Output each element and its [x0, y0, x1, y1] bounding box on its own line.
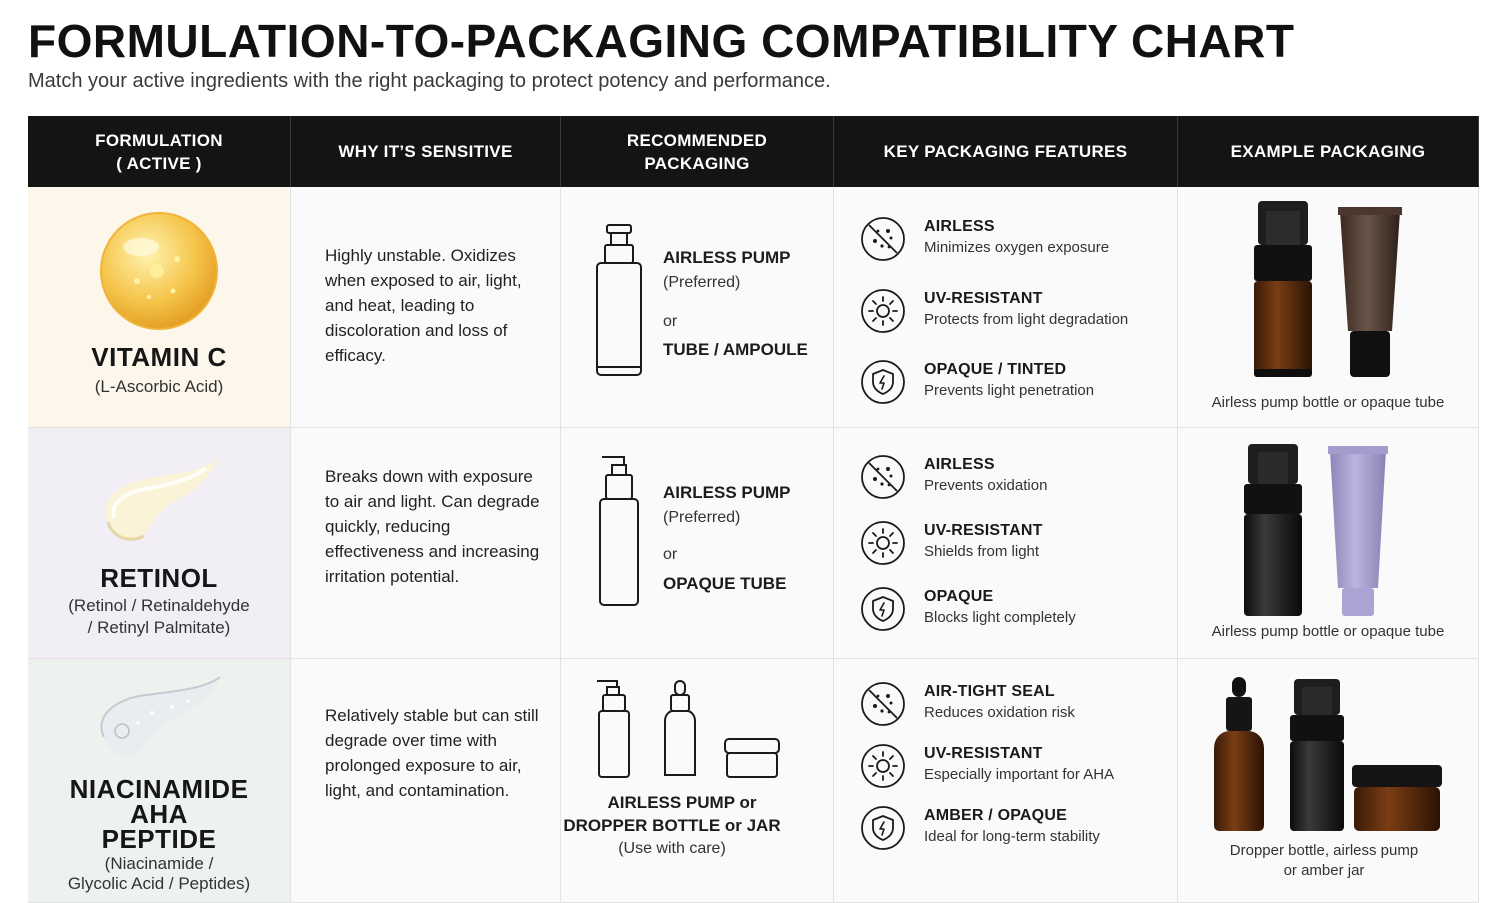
feature-item	[860, 586, 1076, 632]
example-caption: Airless pump bottle or opaque tube	[1211, 394, 1445, 411]
header-example: EXAMPLE PACKAGING	[1178, 116, 1479, 187]
sun-icon	[860, 288, 906, 334]
formulation-sub-line2: / Retinyl Palmitate)	[87, 618, 231, 637]
compatibility-table	[28, 116, 1479, 903]
formulation-name-line2: AHA	[130, 799, 188, 829]
feature-title: AIRLESS	[924, 218, 995, 235]
pump-bottle-outline-icon	[596, 453, 642, 609]
example-retinol	[1178, 428, 1479, 659]
formulation-sub: (L-Ascorbic Acid)	[94, 377, 224, 396]
airless-pump-outline-icon	[593, 223, 645, 379]
serum-drop-image	[97, 209, 221, 333]
pack-line1: AIRLESS PUMP or	[607, 793, 757, 812]
header-recommended-line1: RECOMMENDED	[626, 130, 768, 150]
feature-item	[860, 805, 1100, 851]
example-packaging-image	[1178, 675, 1479, 835]
features-niacinamide	[834, 659, 1178, 903]
feature-item	[860, 288, 1128, 334]
example-caption-line2: or amber jar	[1283, 862, 1365, 879]
feature-desc: Blocks light completely	[924, 609, 1076, 626]
pack-primary: AIRLESS PUMP	[663, 248, 791, 267]
pack-alt: OPAQUE TUBE	[663, 574, 787, 593]
pump-dropper-jar-outline-icons	[595, 677, 795, 781]
features-vitamin-c	[834, 187, 1178, 428]
feature-title: UV-RESISTANT	[924, 522, 1043, 539]
shield-icon	[860, 586, 906, 632]
pack-or: or	[663, 546, 678, 563]
page-title: FORMULATION-TO-PACKAGING COMPATIBILITY CHART	[28, 15, 1295, 67]
formulation-sub-line2: Glycolic Acid / Peptides)	[67, 874, 251, 893]
shield-icon	[860, 359, 906, 405]
why-sensitive-vitamin-c	[291, 187, 561, 428]
why-text: Relatively stable but can still degrade over time with prolonged exposure to air, light, and contamination.	[325, 706, 539, 800]
feature-title: UV-RESISTANT	[924, 290, 1043, 307]
feature-title: AIR-TIGHT SEAL	[924, 683, 1055, 700]
feature-desc: Especially important for AHA	[924, 766, 1115, 783]
header-recommended-line2: PACKAGING	[644, 153, 750, 173]
feature-item	[860, 216, 1109, 262]
feature-item	[860, 359, 1094, 405]
why-sensitive-retinol	[291, 428, 561, 659]
pack-note: (Use with care)	[618, 840, 726, 857]
header-features: KEY PACKAGING FEATURES	[834, 116, 1178, 187]
feature-item	[860, 743, 1114, 789]
page-subtitle: Match your active ingredients with the right packaging to protect potency and performance.	[28, 70, 831, 92]
feature-item	[860, 520, 1043, 566]
example-caption: Airless pump bottle or opaque tube	[1211, 623, 1445, 640]
recommended-vitamin-c	[561, 187, 834, 428]
formulation-retinol	[28, 428, 291, 659]
shield-icon	[860, 805, 906, 851]
header-recommended	[561, 116, 834, 187]
pack-preferred: (Preferred)	[663, 509, 741, 526]
feature-title: AIRLESS	[924, 456, 995, 473]
feature-title: UV-RESISTANT	[924, 745, 1043, 762]
recommended-retinol	[561, 428, 834, 659]
cream-swatch-image	[94, 452, 224, 548]
why-sensitive-niacinamide	[291, 659, 561, 903]
feature-desc: Prevents light penetration	[924, 382, 1095, 399]
formulation-sub-line1: (Retinol / Retinaldehyde	[68, 596, 250, 615]
feature-desc: Shields from light	[924, 543, 1040, 560]
example-packaging-image	[1178, 442, 1479, 622]
pack-alt: TUBE / AMPOULE	[663, 340, 808, 359]
example-vitamin-c	[1178, 187, 1479, 428]
no-air-icon	[860, 681, 906, 727]
feature-title: OPAQUE / TINTED	[924, 361, 1067, 378]
pack-line2: DROPPER BOTTLE or JAR	[563, 816, 781, 835]
feature-title: OPAQUE	[924, 588, 994, 605]
example-niacinamide	[1178, 659, 1479, 903]
no-air-icon	[860, 216, 906, 262]
feature-desc: Prevents oxidation	[924, 477, 1048, 494]
formulation-name-line3: PEPTIDE	[101, 824, 217, 854]
feature-item	[860, 681, 1075, 727]
header-formulation	[28, 116, 291, 187]
why-text: Highly unstable. Oxidizes when exposed to air, light, and heat, leading to discoloration and loss of efficacy.	[325, 246, 522, 365]
feature-desc: Ideal for long-term stability	[924, 828, 1100, 845]
feature-desc: Protects from light degradation	[924, 311, 1129, 328]
formulation-name: RETINOL	[100, 563, 218, 593]
sun-icon	[860, 520, 906, 566]
pack-or: or	[663, 313, 678, 330]
sun-icon	[860, 743, 906, 789]
gel-swatch-image	[92, 673, 226, 763]
header-formulation-line2: ( ACTIVE )	[116, 153, 202, 173]
feature-item	[860, 454, 1047, 500]
formulation-name: VITAMIN C	[91, 342, 227, 372]
example-caption-line1: Dropper bottle, airless pump	[1229, 842, 1419, 859]
header-why: WHY IT’S SENSITIVE	[291, 116, 561, 187]
pack-primary: AIRLESS PUMP	[663, 483, 791, 502]
formulation-niacinamide	[28, 659, 291, 903]
no-air-icon	[860, 454, 906, 500]
feature-title: AMBER / OPAQUE	[924, 807, 1067, 824]
formulation-vitamin-c	[28, 187, 291, 428]
example-packaging-image	[1178, 197, 1479, 387]
why-text: Breaks down with exposure to air and light. Can degrade quickly, reducing effectiveness and increasing irritation potential.	[325, 467, 540, 586]
formulation-name-line1: NIACINAMIDE	[69, 774, 249, 804]
formulation-sub-line1: (Niacinamide /	[104, 854, 214, 873]
feature-desc: Reduces oxidation risk	[924, 704, 1075, 721]
feature-desc: Minimizes oxygen exposure	[924, 239, 1110, 256]
features-retinol	[834, 428, 1178, 659]
pack-preferred: (Preferred)	[663, 274, 741, 291]
recommended-niacinamide	[561, 659, 834, 903]
header-formulation-line1: FORMULATION	[95, 130, 223, 150]
